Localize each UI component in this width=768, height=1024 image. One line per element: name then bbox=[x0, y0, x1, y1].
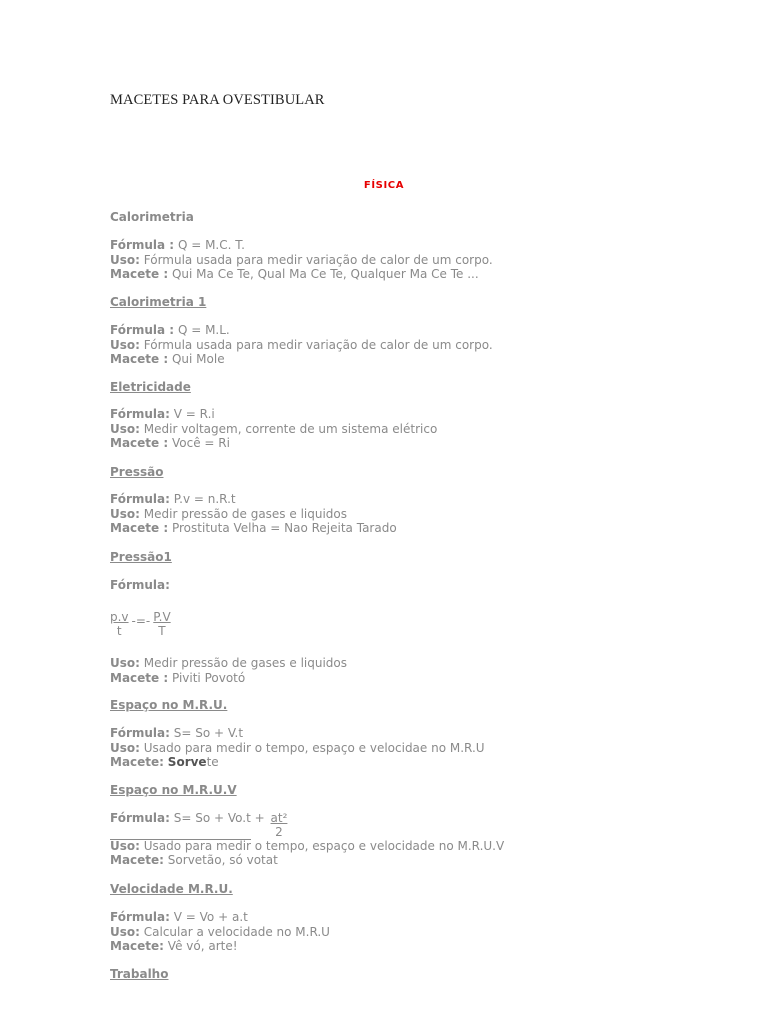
macete-value: Prostituta Velha = Nao Rejeita Tarado bbox=[171, 521, 397, 535]
section-title-pressao: Pressão bbox=[110, 465, 164, 479]
document-title: MACETES PARA OVESTIBULAR bbox=[110, 92, 325, 108]
fraction-at2: $\frac{\text{at²}}{2}$ bbox=[270, 811, 288, 839]
pressao-fraction-formula: $\frac{p.v}{t}$ -=- $\frac{P.V}{T}$ bbox=[110, 610, 171, 638]
macete-value: Qui Ma Ce Te, Qual Ma Ce Te, Qualquer Ma Ce Te ... bbox=[171, 267, 479, 281]
section-body-calorimetria-1: Fórmula : Q = M.L. Uso: Fórmula usada para medir variação de calor de um corpo. Macete : Qui Mole bbox=[110, 323, 493, 366]
formula-value: S= So + Vo.t + bbox=[173, 811, 265, 825]
subject-heading: FÍSICA bbox=[363, 180, 405, 191]
section-title-espaco-mruv: Espaço no M.R.U.V bbox=[110, 783, 237, 797]
formula-value: Q = M.L. bbox=[177, 323, 230, 337]
section-body-calorimetria: Fórmula : Q = M.C. T. Uso: Fórmula usada para medir variação de calor de um corpo. Macete : Qui Ma Ce Te, Qual Ma Ce Te, Qualquer Ma Ce Te ... bbox=[110, 238, 493, 281]
macete-value: Sorvete bbox=[167, 755, 219, 769]
uso-value: Fórmula usada para medir variação de calor de um corpo. bbox=[143, 252, 493, 267]
section-title-trabalho: Trabalho bbox=[110, 967, 169, 981]
formula-value: Q = M.C. T. bbox=[177, 238, 245, 252]
uso-value: Usado para medir o tempo, espaço e velocidae no M.R.U bbox=[143, 740, 485, 755]
macete-value: Qui Mole bbox=[171, 352, 225, 366]
uso-value: Medir voltagem, corrente de um sistema elétrico bbox=[143, 421, 438, 436]
uso-value: Medir pressão de gases e liquidos bbox=[143, 506, 348, 521]
section-title-calorimetria: Calorimetria bbox=[110, 210, 194, 224]
section-body-eletricidade: Fórmula: V = R.i Uso: Medir voltagem, corrente de um sistema elétrico Macete : Você = Ri bbox=[110, 407, 438, 450]
uso-value: Usado para medir o tempo, espaço e velocidade no M.R.U.V bbox=[143, 839, 505, 853]
formula-value: P.v = n.R.t bbox=[173, 492, 236, 506]
section-title-calorimetria-1: Calorimetria 1 bbox=[110, 295, 207, 309]
section-body-velocidade-mru: Fórmula: V = Vo + a.t Uso: Calcular a velocidade no M.R.U Macete: Vê vó, arte! bbox=[110, 910, 330, 953]
formula-label: Fórmula: bbox=[110, 578, 170, 592]
section-body-pressao: Fórmula: P.v = n.R.t Uso: Medir pressão de gases e liquidos Macete : Prostituta Velha = Nao Rejeita Tarado bbox=[110, 492, 397, 535]
uso-value: Fórmula usada para medir variação de calor de um corpo. bbox=[143, 337, 493, 352]
macete-value: Você = Ri bbox=[171, 436, 230, 450]
macete-value: Vê vó, arte! bbox=[167, 939, 238, 953]
formula-value: V = R.i bbox=[173, 407, 215, 421]
formula-underline bbox=[110, 839, 251, 840]
fraction-right: $\frac{P.V}{T}$ bbox=[153, 610, 171, 638]
macete-value: Piviti Povotó bbox=[171, 670, 246, 685]
formula-value: V = Vo + a.t bbox=[173, 910, 248, 924]
section-title-espaco-mru: Espaço no M.R.U. bbox=[110, 698, 228, 712]
uso-value: Calcular a velocidade no M.R.U bbox=[143, 924, 330, 939]
section-title-eletricidade: Eletricidade bbox=[110, 380, 191, 394]
section-body-pressao-1: Uso: Medir pressão de gases e liquidos Macete : Piviti Povotó bbox=[110, 656, 348, 685]
formula-value: S= So + V.t bbox=[173, 726, 244, 740]
uso-value: Medir pressão de gases e liquidos bbox=[143, 656, 348, 670]
section-title-velocidade-mru: Velocidade M.R.U. bbox=[110, 882, 233, 896]
section-body-espaco-mruv: Fórmula: S= So + Vo.t + $\frac{\text{at²}}{2}$ Uso: Usado para medir o tempo, espaço e velocidade no M.R.U.V Macete: Sorvetão, só votat bbox=[110, 811, 505, 867]
section-title-pressao-1: Pressão1 bbox=[110, 550, 172, 564]
fraction-left: $\frac{p.v}{t}$ bbox=[110, 610, 129, 638]
macete-value: Sorvetão, só votat bbox=[167, 853, 278, 867]
section-body-espaco-mru: Fórmula: S= So + V.t Uso: Usado para medir o tempo, espaço e velocidae no M.R.U Macete: Sorvete bbox=[110, 726, 485, 769]
